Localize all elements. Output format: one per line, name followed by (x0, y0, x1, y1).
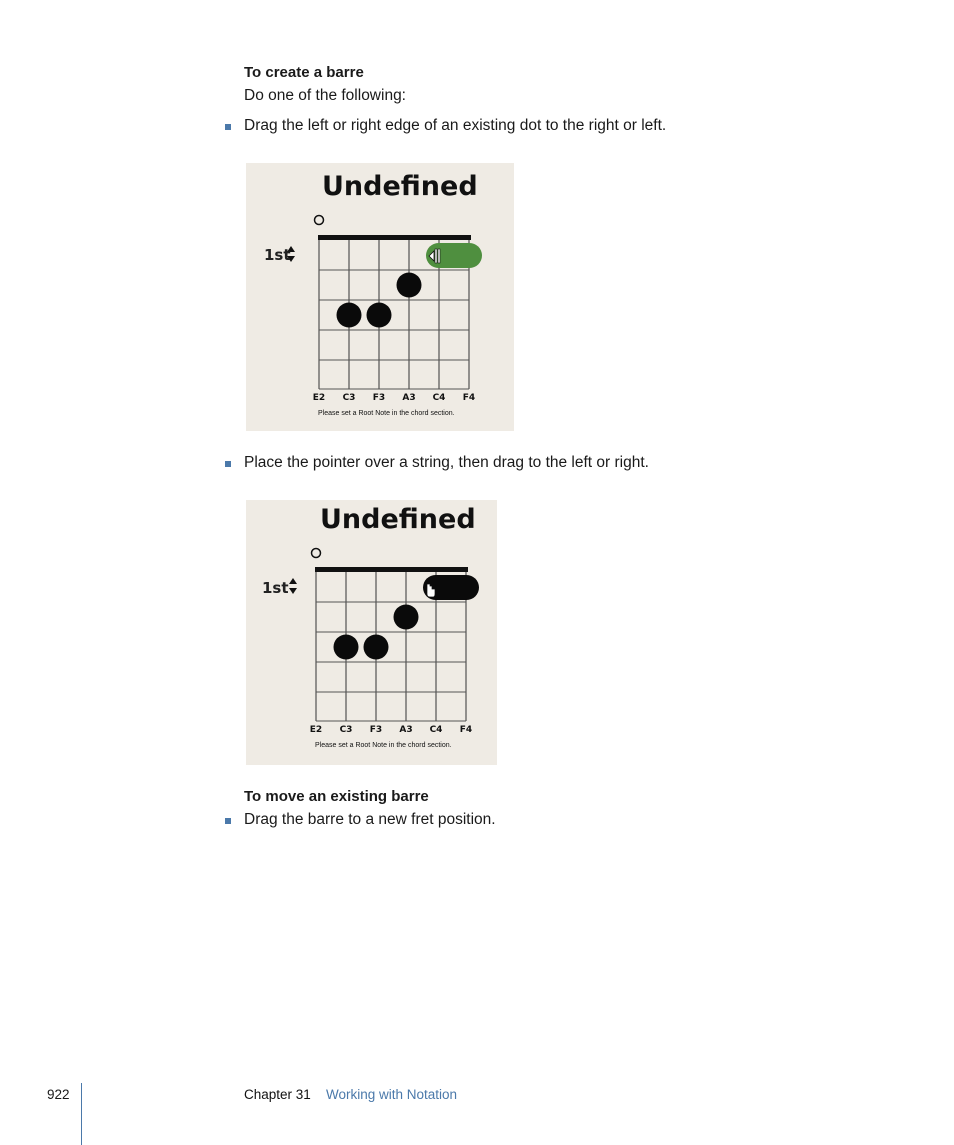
finger-dot[interactable] (394, 605, 419, 630)
chord-name-title: Undefined (322, 171, 478, 202)
finger-dot[interactable] (367, 303, 392, 328)
chord-diagram-figure-2 (246, 500, 497, 765)
root-note-hint: Please set a Root Note in the chord section. (315, 742, 452, 749)
finger-dot[interactable] (334, 635, 359, 660)
bullet-marker (225, 818, 231, 824)
fret-position-label: 1st (264, 246, 291, 264)
finger-dot[interactable] (364, 635, 389, 660)
chord-name-title: Undefined (320, 504, 476, 535)
root-note-hint: Please set a Root Note in the chord section. (318, 410, 455, 417)
bullet-marker (225, 461, 231, 467)
bullet-text: Drag the left or right edge of an existing dot to the right or left. (244, 117, 667, 134)
chord-diagram-figure-1 (246, 163, 514, 431)
section-intro: Do one of the following: (244, 87, 406, 104)
open-string-marker (312, 549, 321, 558)
string-label: F4 (459, 725, 473, 735)
footer-section-title: Working with Notation (326, 1087, 458, 1102)
string-label: E2 (309, 725, 323, 735)
finger-dot[interactable] (337, 303, 362, 328)
string-label: C3 (342, 393, 356, 403)
page-number: 922 (47, 1087, 70, 1102)
string-label: C3 (339, 725, 353, 735)
fret-position-stepper-icon[interactable] (289, 578, 297, 594)
string-label: A3 (399, 725, 413, 735)
footer-chapter: Chapter 31 (244, 1087, 311, 1102)
section-heading-create-barre: To create a barre (244, 64, 364, 81)
string-label: F3 (369, 725, 383, 735)
string-label: E2 (312, 393, 326, 403)
bullet-text: Drag the barre to a new fret position. (244, 811, 496, 828)
bullet-text: Place the pointer over a string, then drag to the left or right. (244, 454, 649, 471)
footer-divider (81, 1083, 82, 1145)
finger-dot[interactable] (397, 273, 422, 298)
fret-position-label: 1st (262, 579, 289, 597)
nut (315, 567, 468, 572)
string-label: F4 (462, 393, 476, 403)
fretboard-grid (246, 163, 514, 431)
bullet-marker (225, 124, 231, 130)
string-label: A3 (402, 393, 416, 403)
string-label: C4 (429, 725, 443, 735)
open-string-marker (315, 216, 324, 225)
string-label: F3 (372, 393, 386, 403)
string-label: C4 (432, 393, 446, 403)
nut (318, 235, 471, 240)
section-heading-move-barre: To move an existing barre (244, 788, 429, 805)
